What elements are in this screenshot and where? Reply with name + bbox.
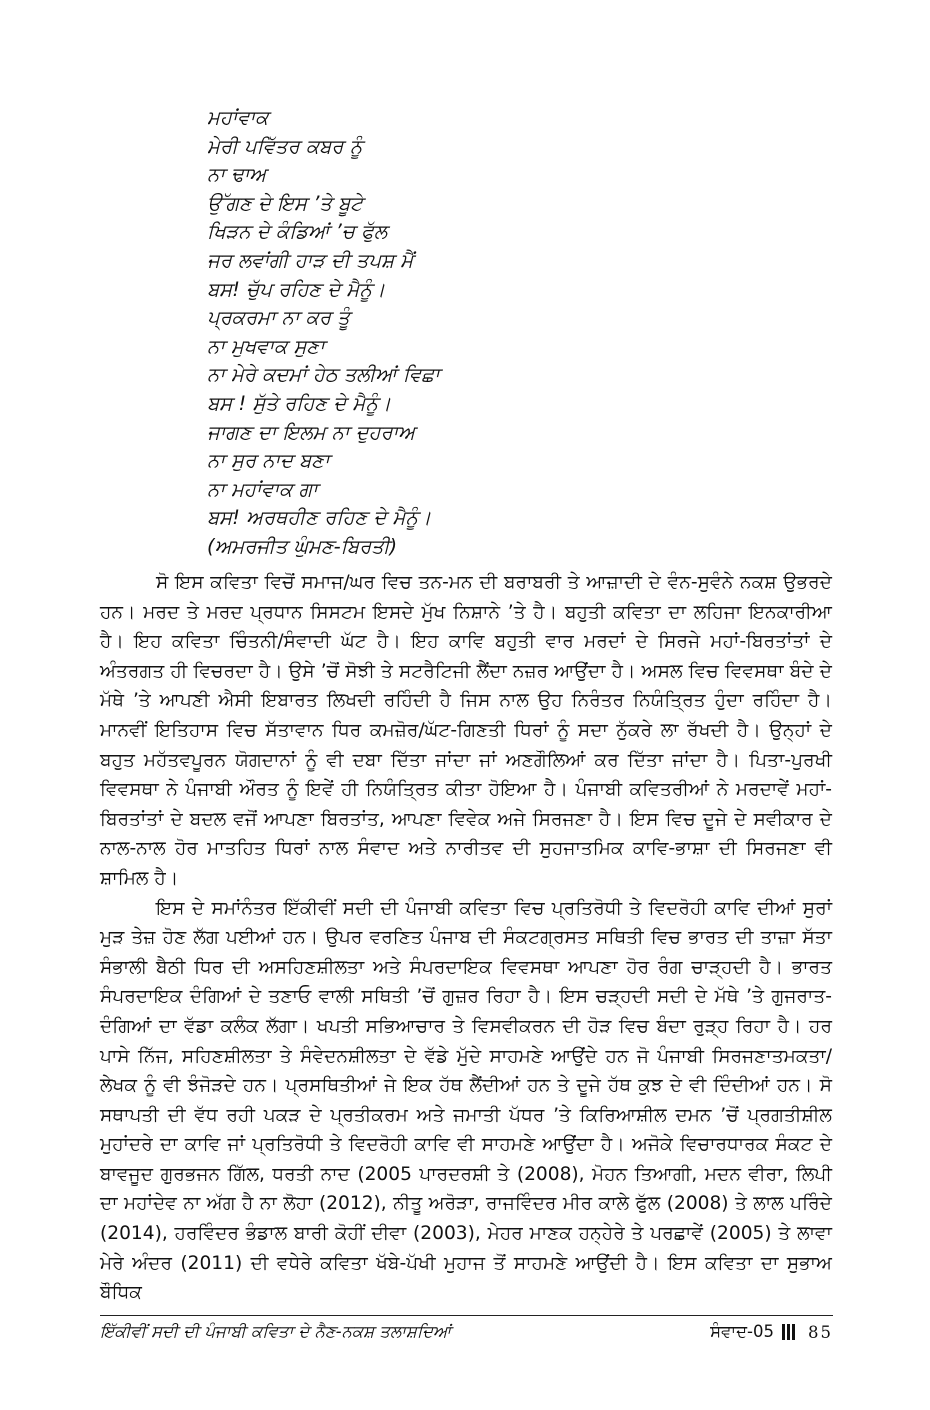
poem-line: ਜਰ ਲਵਾਂਗੀ ਹਾੜ ਦੀ ਤਪਸ਼ ਮੈਂ xyxy=(207,248,414,272)
poem-line: ਨਾ ਮੇਰੇ ਕਦਮਾਂ ਹੇਠ ਤਲੀਆਂ ਵਿਛਾ xyxy=(207,363,440,387)
poem-line: ਬਸ ! ਸੁੱਤੇ ਰਹਿਣ ਦੇ ਮੈਨੂੰ। xyxy=(207,391,392,415)
poem-line: ਮਹਾਂਵਾਕ xyxy=(207,106,269,129)
poem-line: ਨਾ ਮਹਾਂਵਾਕ ਗਾ xyxy=(207,477,318,501)
bars-icon xyxy=(782,1324,796,1340)
poem-block xyxy=(207,104,667,562)
body-text xyxy=(100,568,832,1308)
paragraph: ਇਸ ਦੇ ਸਮਾਂਨੰਤਰ ਇੱਕੀਵੀਂ ਸਦੀ ਦੀ ਪੰਜਾਬੀ ਕਵਿਤਾ ਵਿਚ ਪ੍ਰਤਿਰੋਧੀ ਤੇ ਵਿਦਰੋਹੀ ਕਾਵਿ ਦੀਆਂ ਸੁਰਾਂ ਮੁੜ ਤੇਜ਼ ਹੋਣ ਲੱਗ ਪਈਆਂ ਹਨ। ਉਪਰ ਵਰਣਿਤ ਪੰਜਾਬ ਦੀ ਸੰਕਟਗ੍ਰਸਤ ਸਥਿਤੀ ਵਿਚ ਭਾਰਤ ਦੀ ਤਾਜ਼ਾ ਸੱਤਾ ਸੰਭਾਲੀ ਬੈਠੀ ਧਿਰ ਦੀ ਅਸਹਿਣਸ਼ੀਲਤਾ ਅਤੇ ਸੰਪਰਦਾਇਕ ਵਿਵਸਥਾ ਆਪਣਾ ਹੋਰ ਰੰਗ ਚਾੜ੍ਹਦੀ ਹੈ। ਭਾਰਤ ਸੰਪਰਦਾਇਕ ਦੰਗਿਆਂ ਦੇ ਤਣਾਓ ਵਾਲੀ ਸਥਿਤੀ ’ਚੋਂ ਗੁਜ਼ਰ ਰਿਹਾ ਹੈ। ਇਸ ਚੜ੍ਹਦੀ ਸਦੀ ਦੇ ਮੱਥੇ ’ਤੇ ਗੁਜਰਾਤ-ਦੰਗਿਆਂ ਦਾ ਵੱਡਾ ਕਲੰਕ ਲੱਗਾ। ਖਪਤੀ ਸਭਿਆਚਾਰ ਤੇ ਵਿਸਵੀਕਰਨ ਦੀ ਹੋੜ ਵਿਚ ਬੰਦਾ ਰੁੜ੍ਹ ਰਿਹਾ ਹੈ। ਹਰ ਪਾਸੇ ਨਿੱਜ, ਸਹਿਣਸ਼ੀਲਤਾ ਤੇ ਸੰਵੇਦਨਸ਼ੀਲਤਾ ਦੇ ਵੱਡੇ ਮੁੱਦੇ ਸਾਹਮਣੇ ਆਉਂਦੇ ਹਨ ਜੋ ਪੰਜਾਬੀ ਸਿਰਜਣਾਤਮਕਤਾ/ਲੇਖਕ ਨੂੰ ਵੀ ਝੰਜੋੜਦੇ ਹਨ। ਪ੍ਰਸਥਿਤੀਆਂ ਜੇ ਇਕ ਹੱਥ ਲੈਂਦੀਆਂ ਹਨ ਤੇ ਦੂਜੇ ਹੱਥ ਕੁਝ ਦੇ ਵੀ ਦਿੰਦੀਆਂ ਹਨ। ਸੋ ਸਥਾਪਤੀ ਦੀ ਵੱਧ ਰਹੀ ਪਕੜ ਦੇ ਪ੍ਰਤੀਕਰਮ ਅਤੇ ਜਮਾਤੀ ਪੱਧਰ ’ਤੇ ਕਿਰਿਆਸ਼ੀਲ ਦਮਨ ’ਚੋਂ ਪ੍ਰਗਤੀਸ਼ੀਲ ਮੁਹਾਂਦਰੇ ਦਾ ਕਾਵਿ ਜਾਂ ਪ੍ਰਤਿਰੋਧੀ ਤੇ ਵਿਦਰੋਹੀ ਕਾਵਿ ਵੀ ਸਾਹਮਣੇ ਆਉਂਦਾ ਹੈ। ਅਜੋਕੇ ਵਿਚਾਰਧਾਰਕ ਸੰਕਟ ਦੇ ਬਾਵਜੂਦ ਗੁਰਭਜਨ ਗਿੱਲ, ਧਰਤੀ ਨਾਦ (2005 ਪਾਰਦਰਸ਼ੀ ਤੇ (2008), ਮੋਹਨ ਤਿਆਗੀ, ਮਦਨ ਵੀਰਾ, ਲਿਪੀ ਦਾ ਮਹਾਂਦੇਵ ਨਾ ਅੱਗ ਹੈ ਨਾ ਲੋਹਾ (2012), ਨੀਤੂ ਅਰੋੜਾ, ਰਾਜਵਿੰਦਰ ਮੀਰ ਕਾਲੇ ਫੁੱਲ (2008) ਤੇ ਲਾਲ ਪਰਿੰਦੇ (2014), ਹਰਵਿੰਦਰ ਭੰਡਾਲ ਬਾਰੀ ਕੋਹੀਂ ਦੀਵਾ (2003), ਮੇਹਰ ਮਾਣਕ ਹਨ੍ਹੇਰੇ ਤੇ ਪਰਛਾਵੇਂ (2005) ਤੇ ਲਾਵਾ ਮੇਰੇ ਅੰਦਰ (2011) ਦੀ ਵਧੇਰੇ ਕਵਿਤਾ ਖੱਬੇ-ਪੱਖੀ ਮੁਹਾਜ ਤੋਂ ਸਾਹਮਣੇ ਆਉਂਦੀ ਹੈ। ਇਸ ਕਵਿਤਾ ਦਾ ਸੁਭਾਅ ਬੌਧਿਕ xyxy=(100,897,832,1304)
poem-line: ਬਸ! ਅਰਥਹੀਣ ਰਹਿਣ ਦੇ ਮੈਨੂੰ। xyxy=(207,506,432,530)
poem-line: ਉੱਗਣ ਦੇ ਇਸ ’ਤੇ ਬੂਟੇ xyxy=(207,191,363,215)
footer-meta xyxy=(710,1322,833,1342)
journal-name: ਸੰਵਾਦ-05 xyxy=(710,1322,774,1341)
poem-line: ਪ੍ਰਕਰਮਾ ਨਾ ਕਰ ਤੂੰ xyxy=(207,306,350,330)
poem-attribution: (ਅਮਰਜੀਤ ਘੁੰਮਣ-ਬਿਰਤੀ) xyxy=(207,534,398,558)
running-title: ਇੱਕੀਵੀਂ ਸਦੀ ਦੀ ਪੰਜਾਬੀ ਕਵਿਤਾ ਦੇ ਨੈਣ-ਨਕਸ਼ ਤਲਾਸ਼ਦਿਆਂ xyxy=(100,1322,452,1341)
page-number: 85 xyxy=(808,1322,833,1342)
poem-line: ਨਾ ਢਾਅ xyxy=(207,163,267,187)
poem-line: ਜਾਗਣ ਦਾ ਇਲਮ ਨਾ ਦੁਹਰਾਅ xyxy=(207,420,415,444)
page-footer xyxy=(100,1322,833,1352)
poem-line: ਨਾ ਸੁਰ ਨਾਦ ਬਣਾ xyxy=(207,449,330,473)
poem-line: ਖਿੜਨ ਦੇ ਕੰਡਿਆਂ ’ਚ ਫੁੱਲ xyxy=(207,220,388,244)
poem-line: ਮੇਰੀ ਪਵਿੱਤਰ ਕਬਰ ਨੂੰ xyxy=(207,134,363,158)
poem-line: ਨਾ ਮੁਖਵਾਕ ਸੁਣਾ xyxy=(207,334,325,358)
poem-line: ਬਸ! ਚੁੱਪ ਰਹਿਣ ਦੇ ਮੈਨੂੰ। xyxy=(207,277,386,301)
paragraph: ਸੋ ਇਸ ਕਵਿਤਾ ਵਿਚੋਂ ਸਮਾਜ/ਘਰ ਵਿਚ ਤਨ-ਮਨ ਦੀ ਬਰਾਬਰੀ ਤੇ ਆਜ਼ਾਦੀ ਦੇ ਵੰਨ-ਸੁਵੰਨੇ ਨਕਸ਼ ਉਭਰਦੇ ਹਨ। ਮਰਦ ਤੇ ਮਰਦ ਪ੍ਰਧਾਨ ਸਿਸਟਮ ਇਸਦੇ ਮੁੱਖ ਨਿਸ਼ਾਨੇ ’ਤੇ ਹੈ। ਬਹੁਤੀ ਕਵਿਤਾ ਦਾ ਲਹਿਜਾ ਇਨਕਾਰੀਆ ਹੈ। ਇਹ ਕਵਿਤਾ ਚਿੰਤਨੀ/ਸੰਵਾਦੀ ਘੱਟ ਹੈ। ਇਹ ਕਾਵਿ ਬਹੁਤੀ ਵਾਰ ਮਰਦਾਂ ਦੇ ਸਿਰਜੇ ਮਹਾਂ-ਬਿਰਤਾਂਤਾਂ ਦੇ ਅੰਤਰਗਤ ਹੀ ਵਿਚਰਦਾ ਹੈ। ਉਸੇ ’ਚੋਂ ਸੋਝੀ ਤੇ ਸਟਰੈਟਿਜੀ ਲੈਂਦਾ ਨਜ਼ਰ ਆਉਂਦਾ ਹੈ। ਅਸਲ ਵਿਚ ਵਿਵਸਥਾ ਬੰਦੇ ਦੇ ਮੱਥੇ ’ਤੇ ਆਪਣੀ ਐਸੀ ਇਬਾਰਤ ਲਿਖਦੀ ਰਹਿੰਦੀ ਹੈ ਜਿਸ ਨਾਲ ਉਹ ਨਿਰੰਤਰ ਨਿਯੰਤ੍ਰਿਤ ਹੁੰਦਾ ਰਹਿੰਦਾ ਹੈ। ਮਾਨਵੀਂ ਇਤਿਹਾਸ ਵਿਚ ਸੱਤਾਵਾਨ ਧਿਰ ਕਮਜ਼ੋਰ/ਘੱਟ-ਗਿਣਤੀ ਧਿਰਾਂ ਨੂੰ ਸਦਾ ਨੁੱਕਰੇ ਲਾ ਰੱਖਦੀ ਹੈ। ਉਨ੍ਹਾਂ ਦੇ ਬਹੁਤ ਮਹੱਤਵਪੂਰਨ ਯੋਗਦਾਨਾਂ ਨੂੰ ਵੀ ਦਬਾ ਦਿੱਤਾ ਜਾਂਦਾ ਜਾਂ ਅਣਗੌਲਿਆਂ ਕਰ ਦਿੱਤਾ ਜਾਂਦਾ ਹੈ। ਪਿਤਾ-ਪੁਰਖੀ ਵਿਵਸਥਾ ਨੇ ਪੰਜਾਬੀ ਔਰਤ ਨੂੰ ਇਵੇਂ ਹੀ ਨਿਯੰਤ੍ਰਿਤ ਕੀਤਾ ਹੋਇਆ ਹੈ। ਪੰਜਾਬੀ ਕਵਿਤਰੀਆਂ ਨੇ ਮਰਦਾਵੇਂ ਮਹਾਂ-ਬਿਰਤਾਂਤਾਂ ਦੇ ਬਦਲ ਵਜੋਂ ਆਪਣਾ ਬਿਰਤਾਂਤ, ਆਪਣਾ ਵਿਵੇਕ ਅਜੇ ਸਿਰਜਣਾ ਹੈ। ਇਸ ਵਿਚ ਦੂਜੇ ਦੇ ਸਵੀਕਾਰ ਦੇ ਨਾਲ-ਨਾਲ ਹੋਰ ਮਾਤਹਿਤ ਧਿਰਾਂ ਨਾਲ ਸੰਵਾਦ ਅਤੇ ਨਾਰੀਤਵ ਦੀ ਸੁਹਜਾਤਮਿਕ ਕਾਵਿ-ਭਾਸ਼ਾ ਦੀ ਸਿਰਜਣਾ ਵੀ ਸ਼ਾਮਿਲ ਹੈ। xyxy=(100,572,832,889)
footer-divider xyxy=(100,1315,833,1316)
